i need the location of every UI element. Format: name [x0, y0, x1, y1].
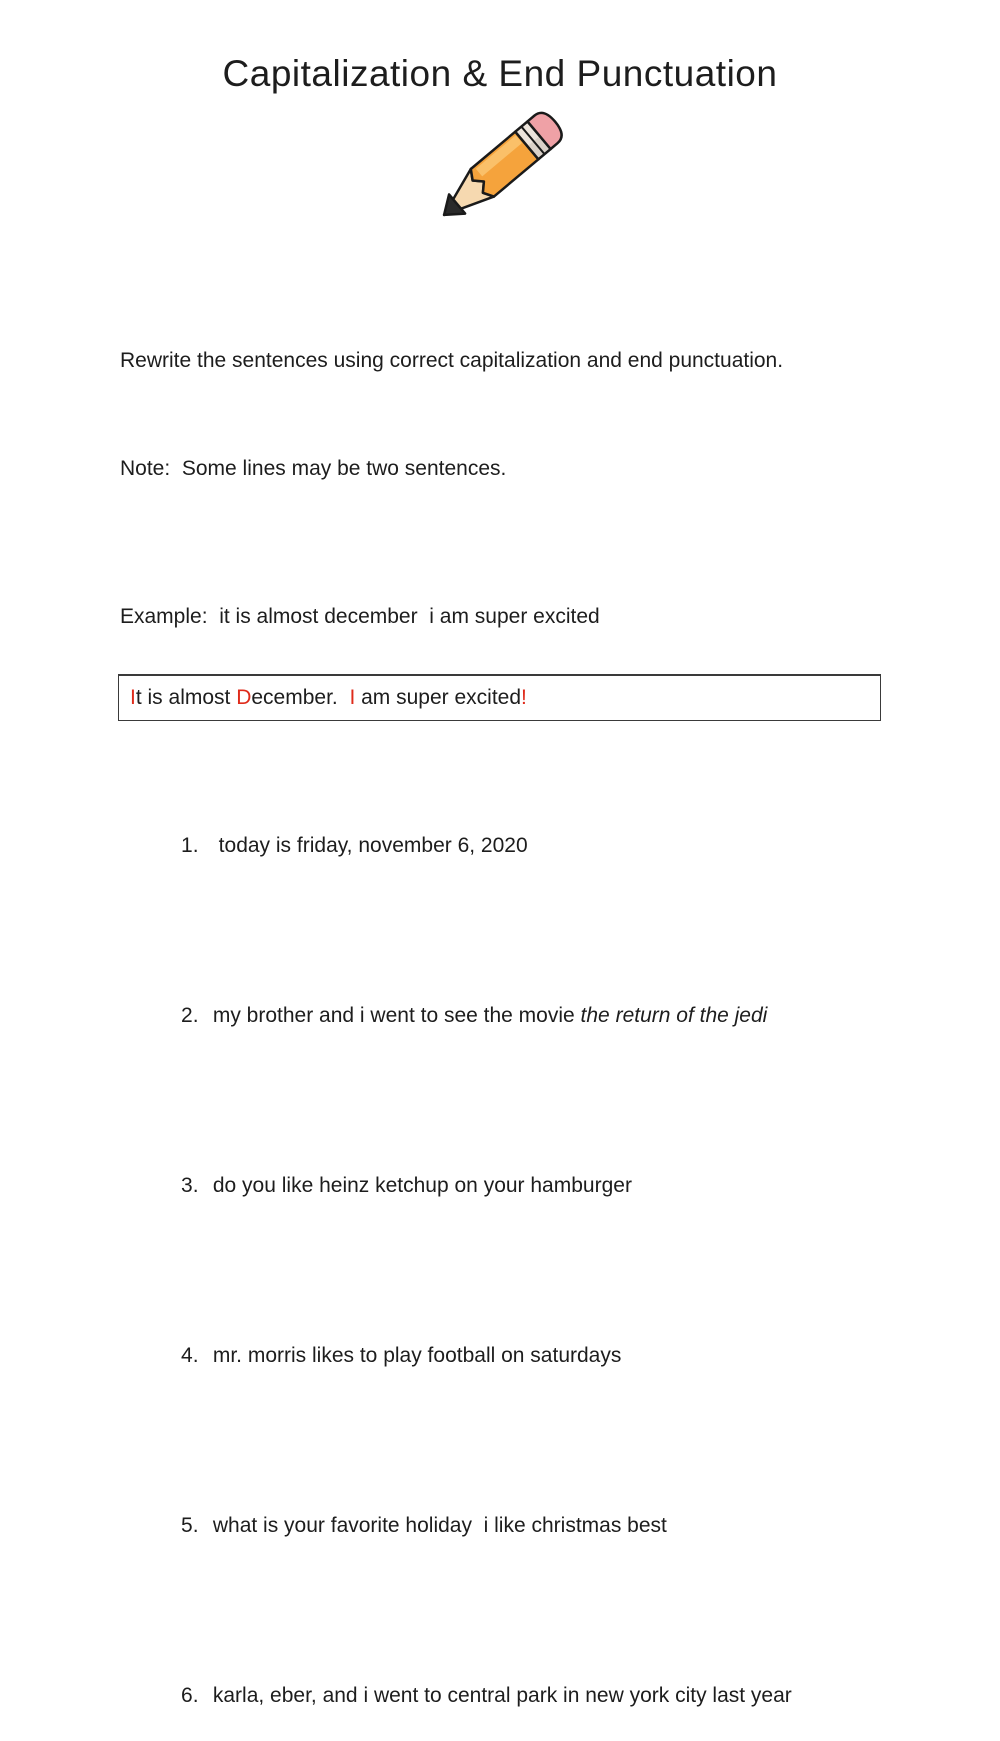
pencil-illustration — [0, 106, 1000, 231]
item-text: today is friday, november 6, 2020 — [207, 834, 528, 857]
item-number: 2. — [181, 1004, 199, 1027]
list-item-5 — [146, 1481, 1000, 1571]
item-number: 1. — [181, 834, 199, 857]
list-item-4 — [146, 1311, 1000, 1401]
item-text: what is your favorite holiday i like christmas best — [207, 1514, 667, 1537]
list-item-2 — [146, 971, 1000, 1061]
list-item-1 — [146, 801, 1000, 891]
pencil-icon — [435, 106, 565, 231]
example-answer-box[interactable] — [118, 674, 881, 721]
instructions-line-2: Note: Some lines may be two sentences. — [120, 457, 507, 480]
instructions — [120, 271, 1000, 559]
list-item-3 — [146, 1141, 1000, 1231]
sentence-list — [0, 801, 1000, 1741]
item-number: 5. — [181, 1514, 199, 1537]
item-text: karla, eber, and i went to central park in new york city last year — [207, 1684, 792, 1707]
list-item-6 — [146, 1651, 1000, 1741]
item-text: my brother and i went to see the movie the return of the jedi — [207, 1004, 768, 1027]
item-number: 3. — [181, 1174, 199, 1197]
example-prompt: Example: it is almost december i am super excited — [120, 605, 600, 628]
item-text: mr. morris likes to play football on saturdays — [207, 1344, 622, 1367]
instructions-line-1: Rewrite the sentences using correct capitalization and end punctuation. — [120, 349, 784, 372]
item-number: 6. — [181, 1684, 199, 1707]
item-number: 4. — [181, 1344, 199, 1367]
item-text: do you like heinz ketchup on your hamburger — [207, 1174, 632, 1197]
page-title: Capitalization & End Punctuation — [222, 53, 778, 94]
example-answer-text: It is almost December. I am super excited! — [130, 686, 527, 709]
